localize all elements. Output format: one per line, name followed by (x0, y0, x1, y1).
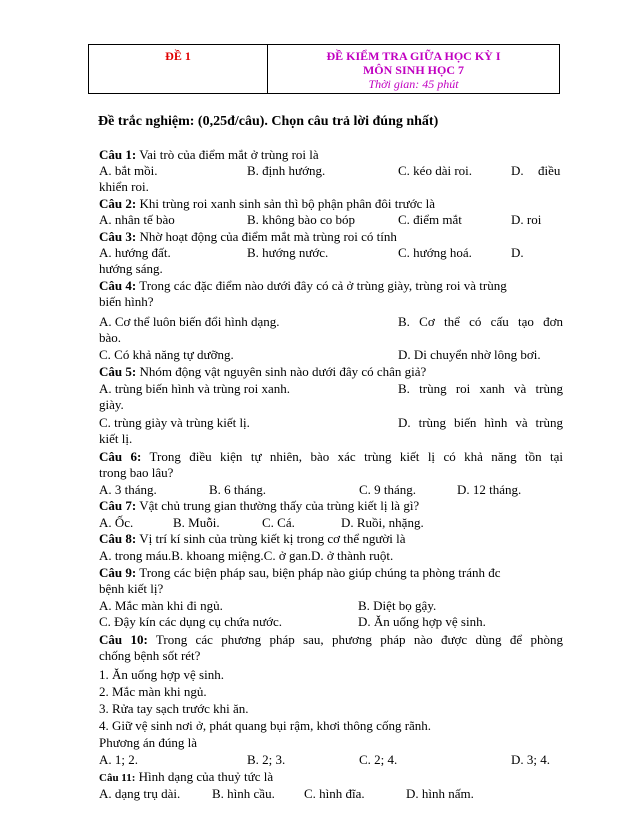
option-a: A. Mắc màn khi đi ngủ. (99, 598, 223, 613)
exam-time: Thời gian: 45 phút (368, 77, 459, 91)
option-b: B. không bào co bóp (247, 212, 355, 227)
instruction: Đề trắc nghiệm: (0,25đ/câu). Chọn câu trả lời đúng nhất) (98, 114, 439, 129)
question-3-continued: hướng sáng. (99, 261, 163, 276)
question-3 (99, 229, 563, 245)
question-5-option-b-continued: giày. (99, 397, 124, 412)
question-6 (99, 449, 563, 465)
question-7 (99, 498, 563, 514)
option-b: B. trùng roi xanh và trùng (398, 381, 563, 396)
question-10-answer-prompt: Phương án đúng là (99, 735, 198, 750)
question-text: Vai trò của điểm mắt ở trùng roi là (136, 147, 319, 162)
option-a: A. nhân tế bào (99, 212, 175, 227)
question-10-item-4: 4. Giữ vệ sinh nơi ở, phát quang bụi rậm, khơi thông cống rãnh. (99, 718, 432, 733)
option-d: D. 12 tháng. (457, 482, 522, 497)
option-c: C. 2; 4. (359, 752, 398, 767)
option-d: D. 3; 4. (511, 752, 550, 767)
question-label: Câu 5: (99, 364, 137, 379)
question-text: Nhờ hoạt động của điểm mắt mà trùng roi có tính (136, 229, 397, 244)
option-b: B. hình cầu. (212, 786, 275, 801)
question-10-item-1: 1. Ăn uống hợp vệ sinh. (99, 667, 224, 682)
question-label: Câu 11: (99, 772, 136, 784)
question-text: Khi trùng roi xanh sinh sản thì bộ phận phân đôi trước là (136, 196, 435, 211)
option-c: C. kéo dài roi. (398, 163, 473, 178)
question-9 (99, 565, 563, 581)
question-10 (99, 632, 563, 648)
question-10-item-2: 2. Mắc màn khi ngủ. (99, 684, 207, 699)
question-label: Câu 2: (99, 196, 137, 211)
option-b: B. hướng nước. (247, 245, 329, 260)
option-a: A. 1; 2. (99, 752, 138, 767)
question-5 (99, 364, 563, 380)
exam-subject: MÔN SINH HỌC 7 (362, 63, 464, 77)
option-d: D. hình nấm. (406, 786, 474, 801)
option-a: A. Cơ thể luôn biến đổi hình dạng. (99, 314, 280, 329)
option-d: D. Ăn uống hợp vệ sinh. (358, 614, 486, 629)
question-label: Câu 1: (99, 147, 137, 162)
question-text: Trong các biện pháp sau, biện pháp nào giúp chúng ta phòng tránh đc (136, 565, 501, 580)
option-a: A. dạng trụ dài. (99, 786, 181, 801)
exam-code-cell (89, 45, 268, 94)
question-4-option-b-continued: bào. (99, 330, 122, 345)
question-5-option-d-continued: kiết lị. (99, 431, 133, 446)
option-c: C. Có khả năng tự dưỡng. (99, 347, 234, 362)
option-b: B. Cơ thể có cấu tạo đơn (398, 314, 563, 329)
option-a: A. hướng đất. (99, 245, 171, 260)
question-label: Câu 6: (99, 449, 142, 464)
question-9-text-continued: bệnh kiết lị? (99, 581, 164, 596)
option-c: C. Đậy kín các dụng cụ chứa nước. (99, 614, 283, 629)
exam-header-table (88, 44, 560, 94)
question-10-item-3: 3. Rửa tay sạch trước khi ăn. (99, 701, 249, 716)
option-b: B. định hướng. (247, 163, 326, 178)
question-text: Trong các đặc điểm nào dưới đây có cả ở trùng giày, trùng roi và trùng (136, 278, 507, 293)
option-a: A. 3 tháng. (99, 482, 157, 497)
option-a: A. trùng biến hình và trùng roi xanh. (99, 381, 290, 396)
option-d: D. (511, 245, 524, 260)
question-text: Vật chủ trung gian thường thấy của trùng kiết lị là gì? (136, 498, 420, 513)
exam-title-cell (268, 45, 560, 94)
question-10-text-continued: chống bệnh sốt rét? (99, 648, 201, 663)
question-text: Nhóm động vật nguyên sinh nào dưới đây có chân giả? (136, 364, 427, 379)
option-c: C. Cá. (262, 515, 295, 530)
question-label: Câu 3: (99, 229, 137, 244)
exam-title: ĐỀ KIỂM TRA GIỮA HỌC KỲ I (326, 49, 501, 63)
option-b: B. 2; 3. (247, 752, 286, 767)
question-1-continued: khiển roi. (99, 179, 149, 194)
question-text: Vị trí kí sinh của trùng kiết kị trong cơ thể người là (136, 531, 406, 546)
option-a: A. Ốc. (99, 515, 134, 530)
option-d: D. (511, 163, 524, 178)
question-8 (99, 531, 563, 547)
option-c: C. trùng giày và trùng kiết lị. (99, 415, 250, 430)
question-text: Trong điều kiện tự nhiên, bào xác trùng kiết lị có khả năng tồn tại (141, 449, 563, 464)
option-a: A. bắt mồi. (99, 163, 158, 178)
question-label: Câu 9: (99, 565, 137, 580)
question-label: Câu 7: (99, 498, 137, 513)
question-6-text-continued: trong bao lâu? (99, 465, 174, 480)
exam-code: ĐỀ 1 (165, 49, 191, 63)
question-1 (99, 147, 563, 163)
options-line: A. trong máu.B. khoang miệng.C. ở gan.D. ở thành ruột. (99, 548, 394, 563)
question-4 (99, 278, 563, 294)
option-b: B. Diệt bọ gậy. (358, 598, 437, 613)
question-text: Trong các phương pháp sau, phương pháp nào được dùng để phòng (147, 632, 563, 647)
option-b: B. 6 tháng. (209, 482, 267, 497)
option-c: C. hướng hoá. (398, 245, 472, 260)
option-d: D. roi (511, 212, 542, 227)
question-label: Câu 8: (99, 531, 137, 546)
option-c: C. điểm mắt (398, 212, 462, 227)
question-text: Hình dạng của thuỷ tức là (135, 769, 274, 784)
option-d-text: điều (538, 163, 561, 178)
option-d: D. trùng biến hình và trùng (398, 415, 563, 430)
question-4-text-continued: biến hình? (99, 294, 154, 309)
option-c: C. hình đĩa. (304, 786, 365, 801)
question-label: Câu 10: (99, 632, 148, 647)
option-d: D. Ruồi, nhặng. (341, 515, 424, 530)
question-2 (99, 196, 563, 212)
question-11 (99, 769, 563, 786)
question-label: Câu 4: (99, 278, 137, 293)
option-d: D. Di chuyển nhờ lông bơi. (398, 347, 541, 362)
option-b: B. Muỗi. (173, 515, 220, 530)
option-c: C. 9 tháng. (359, 482, 417, 497)
